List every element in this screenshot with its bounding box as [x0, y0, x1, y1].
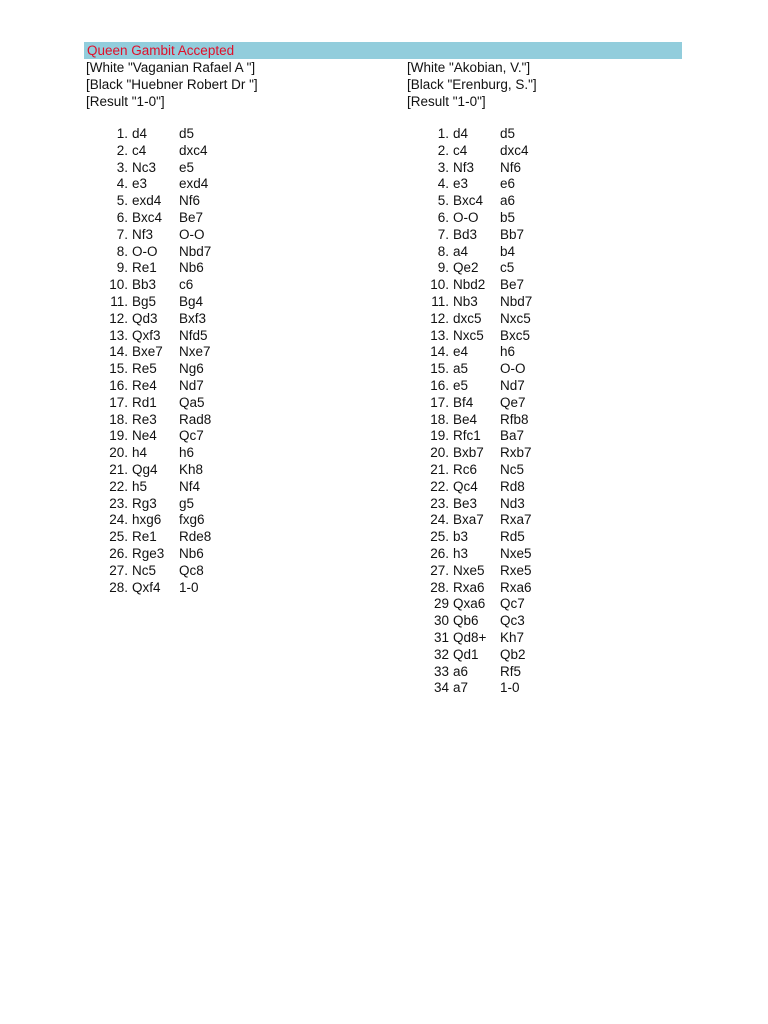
- white-move: Qg4: [132, 462, 158, 477]
- white-move: Qd8+: [453, 630, 487, 645]
- white-move: a4: [453, 243, 469, 259]
- white-move: dxc5: [453, 310, 482, 326]
- game-header-line: [Black "Huebner Robert Dr "]: [86, 76, 258, 92]
- white-move: Nb3: [453, 294, 478, 309]
- move-number: 34: [433, 680, 449, 696]
- black-move: b4: [500, 243, 516, 259]
- move-number: 26.: [430, 546, 449, 561]
- black-move: Nbd7: [500, 294, 533, 309]
- white-move: Nc5: [132, 562, 157, 578]
- move-number: 25.: [109, 529, 128, 545]
- black-move: Nd7: [500, 378, 525, 393]
- black-move: Nf6: [500, 159, 522, 175]
- white-move: c4: [453, 142, 468, 158]
- white-move: Nxc5: [453, 327, 484, 343]
- white-move: Qd1: [453, 646, 479, 662]
- white-move: Bxb7: [453, 445, 484, 461]
- white-move: Bb3: [132, 277, 157, 293]
- document-title: Queen Gambit Accepted: [87, 43, 235, 58]
- black-move: Rd8: [500, 478, 525, 494]
- game-header-line: [Result "1-0"]: [407, 93, 486, 109]
- game-header-line: [White "Akobian, V."]: [407, 60, 531, 75]
- white-move: Nbd2: [453, 277, 486, 293]
- white-move: Bxc4: [132, 210, 163, 225]
- white-move: Nf3: [453, 159, 475, 175]
- white-move: Nf3: [132, 226, 154, 242]
- move-number: 30: [433, 613, 449, 629]
- move-number: 7.: [116, 226, 128, 242]
- move-number: 8.: [116, 243, 128, 259]
- move-number: 2.: [437, 142, 449, 158]
- white-move: Ne4: [132, 428, 157, 444]
- move-number: 27.: [109, 562, 128, 578]
- black-move: Nb6: [179, 546, 204, 561]
- black-move: Rxa7: [500, 512, 532, 528]
- black-move: Nf6: [179, 193, 201, 209]
- white-move: e4: [453, 344, 469, 360]
- move-number: 21.: [430, 462, 449, 477]
- white-move: Rfc1: [453, 428, 481, 444]
- move-number: 12.: [430, 310, 449, 326]
- move-number: 13.: [109, 327, 128, 343]
- black-move: d5: [179, 126, 195, 141]
- move-number: 14.: [109, 344, 128, 360]
- white-move: h4: [132, 445, 148, 461]
- move-number: 25.: [430, 529, 449, 545]
- move-number: 24.: [430, 512, 449, 528]
- black-move: Rxa6: [500, 579, 532, 595]
- black-move: Rd5: [500, 529, 525, 545]
- move-number: 11.: [431, 294, 449, 309]
- move-number: 32: [433, 646, 449, 662]
- black-move: Rad8: [179, 411, 212, 427]
- white-move: Bxe7: [132, 344, 163, 360]
- black-move: Nd3: [500, 495, 525, 511]
- black-move: fxg6: [179, 512, 205, 528]
- white-move: exd4: [132, 193, 162, 209]
- white-move: O-O: [453, 210, 479, 225]
- white-move: c4: [132, 142, 147, 158]
- black-move: Qc7: [179, 428, 204, 444]
- black-move: Nfd5: [179, 327, 208, 343]
- white-move: Bxa7: [453, 512, 484, 528]
- white-move: Be3: [453, 495, 478, 511]
- black-move: dxc4: [179, 142, 208, 158]
- move-number: 17.: [109, 394, 128, 410]
- move-number: 28.: [430, 579, 449, 595]
- black-move: h6: [179, 445, 195, 461]
- white-move: Qe2: [453, 260, 479, 276]
- black-move: a6: [500, 193, 516, 209]
- move-number: 5.: [437, 193, 449, 209]
- move-number: 16.: [109, 378, 128, 393]
- move-number: 16.: [430, 378, 449, 393]
- move-number: 4.: [437, 176, 449, 192]
- white-move: Qd3: [132, 310, 158, 326]
- white-move: Re1: [132, 260, 157, 276]
- move-number: 9.: [116, 260, 128, 276]
- black-move: Nf4: [179, 478, 201, 494]
- black-move: exd4: [179, 176, 209, 192]
- move-number: 1.: [437, 126, 449, 141]
- black-move: Qc7: [500, 596, 525, 612]
- white-move: Rxa6: [453, 579, 485, 595]
- black-move: Bb7: [500, 226, 525, 242]
- white-move: h3: [453, 546, 469, 561]
- move-number: 22.: [430, 478, 449, 494]
- black-move: Nxe7: [179, 344, 211, 360]
- white-move: a6: [453, 663, 469, 679]
- black-move: 1-0: [500, 680, 520, 696]
- white-move: d4: [132, 126, 148, 141]
- black-move: Qc3: [500, 613, 525, 629]
- move-number: 3.: [116, 159, 128, 175]
- black-move: c5: [500, 260, 515, 276]
- black-move: Rfb8: [500, 411, 529, 427]
- white-move: Nxe5: [453, 562, 485, 578]
- move-number: 6.: [116, 210, 128, 225]
- white-move: Re5: [132, 361, 157, 377]
- move-number: 22.: [109, 478, 128, 494]
- move-number: 18.: [430, 411, 449, 427]
- black-move: h6: [500, 344, 516, 360]
- white-move: Bf4: [453, 394, 474, 410]
- move-number: 21.: [109, 462, 128, 477]
- black-move: e5: [179, 159, 195, 175]
- white-move: Rd1: [132, 394, 157, 410]
- move-number: 15.: [430, 361, 449, 377]
- black-move: Qc8: [179, 562, 204, 578]
- white-move: Be4: [453, 411, 478, 427]
- black-move: O-O: [500, 361, 526, 377]
- move-number: 23.: [109, 495, 128, 511]
- move-number: 14.: [430, 344, 449, 360]
- black-move: e6: [500, 176, 516, 192]
- move-number: 11.: [110, 294, 128, 309]
- black-move: g5: [179, 495, 195, 511]
- white-move: hxg6: [132, 512, 162, 528]
- move-number: 3.: [437, 159, 449, 175]
- move-number: 19.: [109, 428, 128, 444]
- black-move: Qe7: [500, 394, 526, 410]
- black-move: Nxc5: [500, 310, 531, 326]
- move-number: 7.: [437, 226, 449, 242]
- black-move: Bxf3: [179, 310, 207, 326]
- black-move: Nc5: [500, 462, 525, 477]
- white-move: b3: [453, 529, 469, 545]
- black-move: 1-0: [179, 579, 199, 595]
- black-move: Ba7: [500, 428, 525, 444]
- black-move: dxc4: [500, 142, 529, 158]
- game-header-line: [Result "1-0"]: [86, 93, 165, 109]
- game-header-line: [White "Vaganian Rafael A "]: [86, 60, 256, 75]
- black-move: Kh7: [500, 630, 525, 645]
- white-move: a7: [453, 680, 469, 696]
- white-move: Rge3: [132, 546, 165, 561]
- white-move: Qb6: [453, 613, 479, 629]
- move-number: 31: [433, 630, 449, 645]
- black-move: Nbd7: [179, 243, 212, 259]
- white-move: Nc3: [132, 159, 157, 175]
- black-move: b5: [500, 210, 516, 225]
- white-move: Qc4: [453, 478, 478, 494]
- white-move: Rg3: [132, 495, 157, 511]
- white-move: e3: [132, 176, 148, 192]
- white-move: Bxc4: [453, 193, 484, 209]
- black-move: Qb2: [500, 646, 526, 662]
- move-number: 17.: [430, 394, 449, 410]
- white-move: Qxf3: [132, 327, 161, 343]
- black-move: Bg4: [179, 294, 204, 309]
- black-move: Rxe5: [500, 562, 532, 578]
- move-number: 27.: [430, 562, 449, 578]
- move-number: 15.: [109, 361, 128, 377]
- white-move: Re1: [132, 529, 157, 545]
- black-move: Be7: [179, 210, 204, 225]
- black-move: Nd7: [179, 378, 204, 393]
- white-move: Re3: [132, 411, 157, 427]
- move-number: 33: [433, 663, 449, 679]
- move-number: 20.: [109, 445, 128, 461]
- move-number: 10.: [430, 277, 449, 293]
- white-move: d4: [453, 126, 469, 141]
- move-number: 1.: [116, 126, 128, 141]
- black-move: Bxc5: [500, 327, 531, 343]
- black-move: Ng6: [179, 361, 204, 377]
- move-number: 23.: [430, 495, 449, 511]
- black-move: Kh8: [179, 462, 204, 477]
- white-move: O-O: [132, 243, 158, 259]
- move-number: 18.: [109, 411, 128, 427]
- move-number: 20.: [430, 445, 449, 461]
- white-move: e3: [453, 176, 469, 192]
- black-move: O-O: [179, 226, 205, 242]
- black-move: Rde8: [179, 529, 212, 545]
- game-header-line: [Black "Erenburg, S."]: [407, 76, 537, 92]
- move-number: 29: [433, 596, 449, 612]
- move-number: 6.: [437, 210, 449, 225]
- move-number: 4.: [116, 176, 128, 192]
- white-move: a5: [453, 361, 469, 377]
- white-move: Bg5: [132, 294, 157, 309]
- black-move: c6: [179, 277, 194, 293]
- move-number: 2.: [116, 142, 128, 158]
- move-number: 24.: [109, 512, 128, 528]
- white-move: e5: [453, 378, 469, 393]
- move-number: 28.: [109, 579, 128, 595]
- move-number: 26.: [109, 546, 128, 561]
- move-number: 8.: [437, 243, 449, 259]
- white-move: Qxf4: [132, 579, 161, 595]
- black-move: Nxe5: [500, 546, 532, 561]
- black-move: Nb6: [179, 260, 204, 276]
- black-move: Qa5: [179, 394, 205, 410]
- move-number: 5.: [116, 193, 128, 209]
- black-move: Rf5: [500, 663, 522, 679]
- move-number: 10.: [109, 277, 128, 293]
- black-move: Rxb7: [500, 445, 532, 461]
- white-move: Bd3: [453, 226, 478, 242]
- white-move: Re4: [132, 378, 157, 393]
- black-move: Be7: [500, 277, 525, 293]
- move-number: 19.: [430, 428, 449, 444]
- white-move: Rc6: [453, 462, 478, 477]
- white-move: Qxa6: [453, 596, 486, 612]
- white-move: h5: [132, 478, 148, 494]
- move-number: 9.: [437, 260, 449, 276]
- move-number: 13.: [430, 327, 449, 343]
- black-move: d5: [500, 126, 516, 141]
- move-number: 12.: [109, 310, 128, 326]
